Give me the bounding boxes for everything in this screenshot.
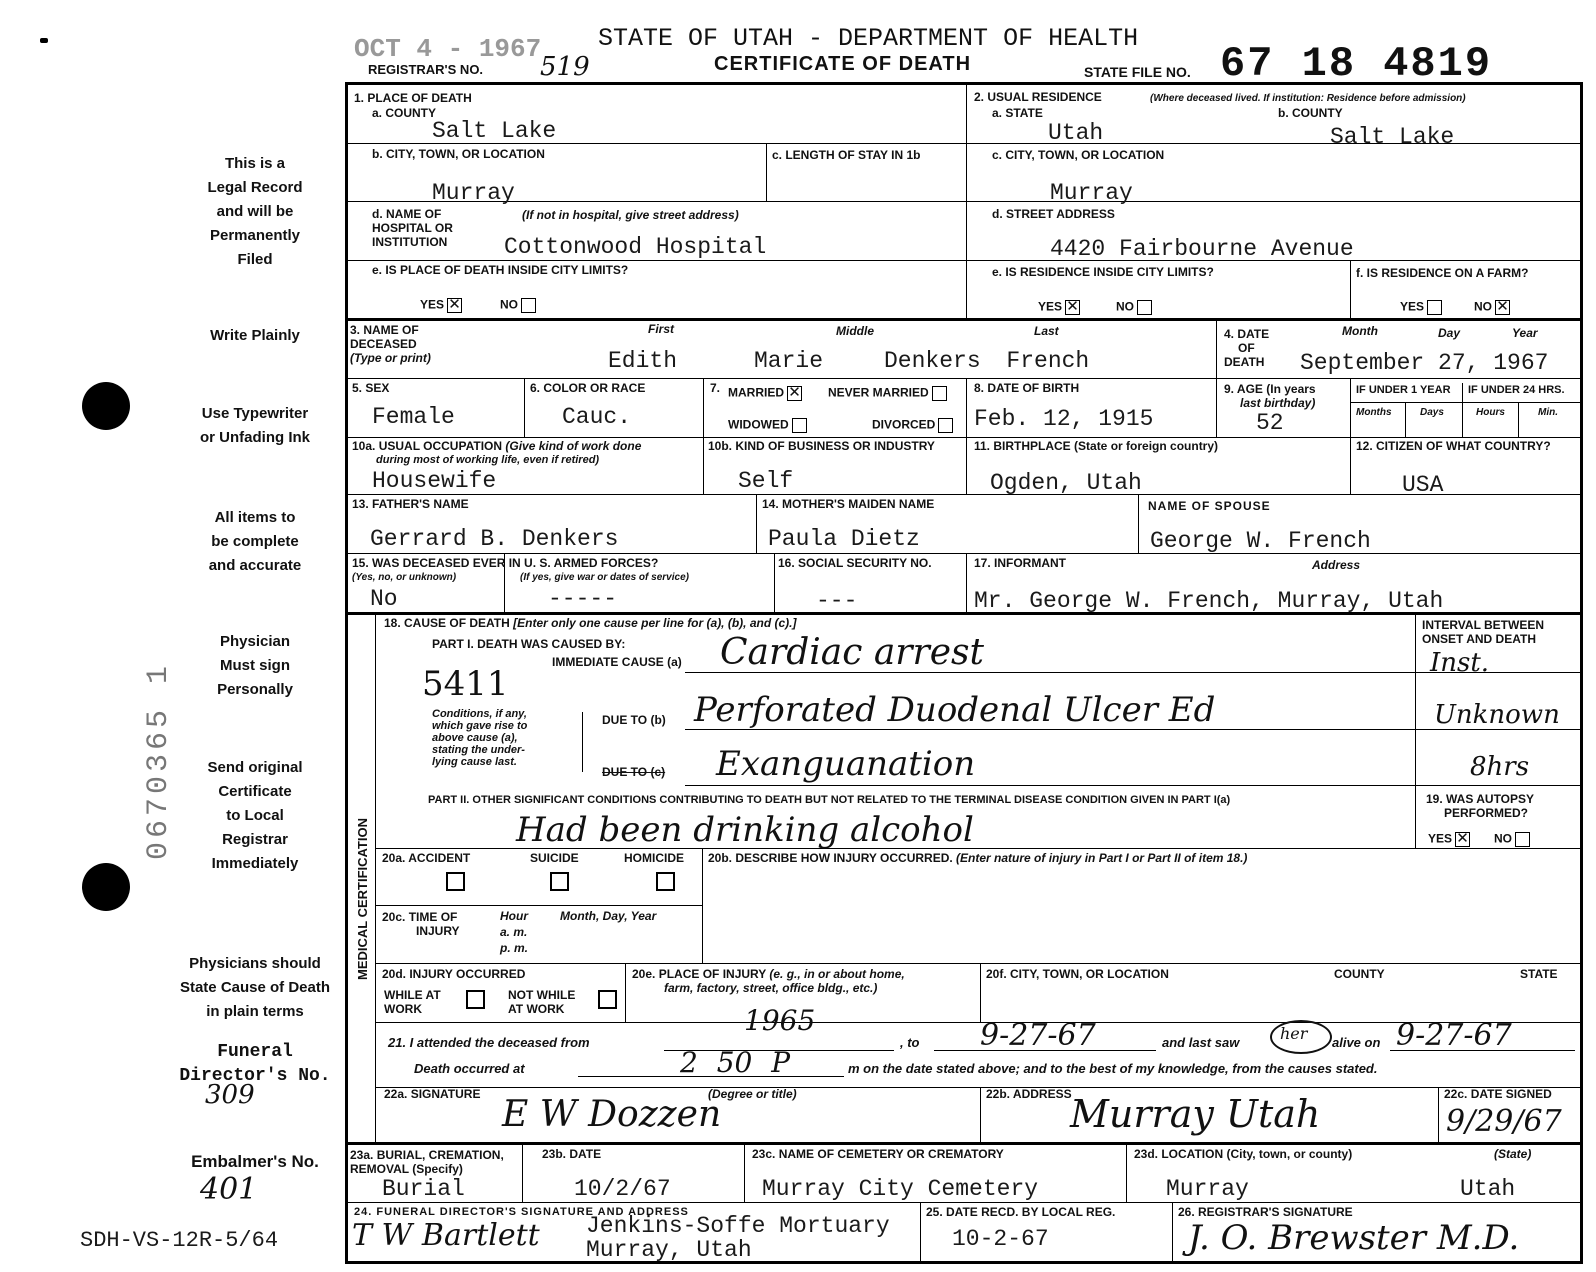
label-min: Min. bbox=[1538, 407, 1558, 418]
label-war-note: (If yes, give war or dates of service) bbox=[520, 572, 689, 583]
label-due-to-b: DUE TO (b) bbox=[602, 713, 666, 727]
value-cause-c: Exanguanation bbox=[716, 744, 976, 784]
label-months: Months bbox=[1356, 407, 1392, 418]
label-suicide: SUICIDE bbox=[530, 851, 579, 865]
state-file-label: STATE FILE NO. bbox=[1084, 64, 1191, 80]
punch-hole bbox=[82, 863, 130, 911]
value-res-city: Murray bbox=[1050, 180, 1133, 206]
never-married-checkbox[interactable]: NEVER MARRIED bbox=[828, 386, 947, 401]
value-occupation: Housewife bbox=[372, 468, 497, 494]
medical-certification-label: MEDICAL CERTIFICATION bbox=[355, 817, 370, 980]
label-farm: f. IS RESIDENCE ON A FARM? bbox=[1356, 266, 1529, 280]
farm-no[interactable]: NO ✕ bbox=[1474, 298, 1509, 315]
certificate-title: CERTIFICATE OF DEATH bbox=[714, 53, 972, 75]
label-citizen: 12. CITIZEN OF WHAT COUNTRY? bbox=[1356, 439, 1551, 453]
label-funeral-director: 24. FUNERAL DIRECTOR'S SIGNATURE AND ADDRESS bbox=[354, 1206, 689, 1218]
label-location: 23d. LOCATION (City, town, or county) bbox=[1134, 1147, 1353, 1161]
value-hospital: Cottonwood Hospital bbox=[504, 234, 767, 260]
value-location-state: Utah bbox=[1460, 1176, 1516, 1202]
value-informant: Mr. George W. French, Murray, Utah bbox=[974, 588, 1444, 614]
funeral-director-signature: T W Bartlett bbox=[352, 1218, 540, 1253]
label-due-to-c: DUE TO (c) bbox=[602, 765, 666, 779]
label-injury-city: 20f. CITY, TOWN, OR LOCATION bbox=[986, 967, 1169, 981]
value-citizen: USA bbox=[1402, 472, 1444, 498]
res-city-limits-no[interactable]: NO bbox=[1116, 300, 1152, 315]
label-location-state: (State) bbox=[1494, 1147, 1532, 1161]
value-location: Murray bbox=[1166, 1176, 1249, 1202]
label-res-city: c. CITY, TOWN, OR LOCATION bbox=[992, 148, 1165, 162]
label-hours: Hours bbox=[1476, 407, 1505, 418]
value-middle-name: Marie bbox=[754, 348, 824, 374]
registrar-no-label: REGISTRAR'S NO. bbox=[368, 62, 484, 77]
value-street: 4420 Fairbourne Avenue bbox=[1050, 236, 1354, 262]
label-spouse: NAME OF SPOUSE bbox=[1148, 499, 1271, 513]
funeral-director-label: Funeral Director's No. bbox=[179, 1042, 331, 1086]
value-date-signed: 9/29/67 bbox=[1446, 1104, 1562, 1139]
label-length-of-stay: c. LENGTH OF STAY IN 1b bbox=[772, 148, 921, 162]
value-her-him: her bbox=[1280, 1024, 1308, 1043]
label-city: b. CITY, TOWN, OR LOCATION bbox=[372, 147, 545, 161]
margin-mark bbox=[40, 38, 48, 43]
label-not-while-at-work: NOT WHILE AT WORK bbox=[508, 988, 576, 1016]
label-day: Day bbox=[1438, 326, 1461, 340]
value-father: Gerrard B. Denkers bbox=[370, 526, 619, 552]
physicians-should-note: Physicians should State Cause of Death in plain terms bbox=[179, 955, 331, 1020]
label-ssn: 16. SOCIAL SECURITY NO. bbox=[778, 556, 932, 570]
label-days: Days bbox=[1420, 407, 1444, 418]
label-attended-from: 21. I attended the deceased from bbox=[388, 1035, 590, 1050]
label-describe-injury: 20b. DESCRIBE HOW INJURY OCCURRED. (Enter nature of injury in Part I or Part II of item 18.) bbox=[708, 851, 1248, 865]
married-checkbox[interactable]: MARRIED ✕ bbox=[728, 384, 801, 401]
value-cemetery: Murray City Cemetery bbox=[762, 1176, 1039, 1202]
label-part2: PART II. OTHER SIGNIFICANT CONDITIONS CONTRIBUTING TO DEATH BUT NOT RELATED TO THE TERMINAL DISEASE CONDITION GIVEN IN PART I(a) bbox=[428, 794, 1231, 806]
value-cause-code: 5411 bbox=[422, 664, 509, 704]
label-autopsy: 19. WAS AUTOPSY PERFORMED? bbox=[1426, 792, 1535, 820]
place-city-limits-yes[interactable]: YES ✕ bbox=[420, 296, 461, 313]
value-spouse: George W. French bbox=[1150, 528, 1371, 554]
label-usual-residence: 2. USUAL RESIDENCE bbox=[974, 90, 1102, 104]
label-birthplace: 11. BIRTHPLACE (State or foreign country) bbox=[974, 439, 1219, 453]
label-hour: Hour bbox=[500, 909, 528, 923]
label-street: d. STREET ADDRESS bbox=[992, 207, 1115, 221]
label-race: 6. COLOR OR RACE bbox=[530, 381, 646, 395]
label-date-of-death: 4. DATE OF DEATH bbox=[1224, 327, 1270, 369]
label-place-of-injury: 20e. PLACE OF INJURY (e. g., in or about home, bbox=[632, 967, 905, 981]
label-homicide: HOMICIDE bbox=[624, 851, 684, 865]
label-business: 10b. KIND OF BUSINESS OR INDUSTRY bbox=[708, 439, 935, 453]
label-under-24-hrs: IF UNDER 24 HRS. bbox=[1468, 384, 1565, 396]
autopsy-yes[interactable]: YES ✕ bbox=[1428, 830, 1469, 847]
label-death-occurred: Death occurred at bbox=[414, 1061, 525, 1076]
write-plainly-note: Write Plainly bbox=[210, 327, 300, 344]
label-informant: 17. INFORMANT bbox=[974, 556, 1067, 570]
autopsy-no[interactable]: NO bbox=[1494, 832, 1530, 847]
label-m-on-date: m on the date stated above; and to the best of my knowledge, from the causes stated. bbox=[848, 1061, 1378, 1076]
page-title: STATE OF UTAH - DEPARTMENT OF HEALTH bbox=[598, 24, 1139, 53]
state-file-number: 67 18 4819 bbox=[1220, 40, 1493, 88]
registrar-no: 519 bbox=[540, 52, 590, 82]
label-last: Last bbox=[1034, 324, 1059, 338]
not-while-at-work-checkbox[interactable] bbox=[598, 990, 617, 1009]
value-interval-a: Inst. bbox=[1430, 648, 1490, 678]
value-mother: Paula Dietz bbox=[768, 526, 920, 552]
physician-sign-note: Physician Must sign Personally bbox=[217, 633, 293, 698]
label-date-signed: 22c. DATE SIGNED bbox=[1444, 1087, 1552, 1101]
value-sex: Female bbox=[372, 404, 455, 430]
value-age: 52 bbox=[1256, 410, 1284, 436]
value-birthplace: Ogden, Utah bbox=[990, 470, 1142, 496]
value-attended-to: 9-27-67 bbox=[980, 1018, 1096, 1053]
label-degree: (Degree or title) bbox=[708, 1087, 797, 1101]
registrar-signature: J. O. Brewster M.D. bbox=[1188, 1218, 1520, 1258]
suicide-checkbox[interactable] bbox=[550, 872, 569, 891]
label-first: First bbox=[648, 322, 675, 336]
label-interval: INTERVAL BETWEEN ONSET AND DEATH bbox=[1422, 618, 1545, 646]
label-hospital: d. NAME OF HOSPITAL OR INSTITUTION bbox=[372, 207, 453, 249]
value-res-county: Salt Lake bbox=[1330, 124, 1455, 150]
value-race: Cauc. bbox=[562, 404, 632, 430]
value-attended-from: 1965 bbox=[744, 1004, 816, 1037]
value-date-received: 10-2-67 bbox=[952, 1226, 1049, 1252]
label-res-county: b. COUNTY bbox=[1278, 106, 1343, 120]
divorced-checkbox[interactable]: DIVORCED bbox=[872, 418, 953, 433]
label-armed-forces: 15. WAS DECEASED EVER IN U. S. ARMED FORCES? bbox=[352, 556, 659, 570]
label-conditions: Conditions, if any, which gave rise to above cause (a), stating the under- lying cause last. bbox=[432, 708, 528, 768]
value-first-name: Edith bbox=[608, 348, 678, 374]
embalmer-no: 401 bbox=[200, 1172, 258, 1207]
label-burial-date: 23b. DATE bbox=[542, 1147, 602, 1161]
value-part2: Had been drinking alcohol bbox=[516, 810, 974, 850]
label-place-of-injury-note: farm, factory, street, office bldg., etc.) bbox=[664, 981, 878, 995]
label-injury-occurred: 20d. INJURY OCCURRED bbox=[382, 967, 526, 981]
label-mother: 14. MOTHER'S MAIDEN NAME bbox=[762, 497, 935, 511]
label-hospital-note: (If not in hospital, give street address) bbox=[522, 208, 739, 222]
value-res-state: Utah bbox=[1048, 120, 1104, 146]
label-dob: 8. DATE OF BIRTH bbox=[974, 381, 1080, 395]
value-burial-date: 10/2/67 bbox=[574, 1176, 671, 1202]
label-under-1-year: IF UNDER 1 YEAR bbox=[1356, 384, 1451, 396]
complete-note: All items to be complete and accurate bbox=[208, 509, 302, 574]
label-alive-on: alive on bbox=[1332, 1035, 1381, 1050]
label-father: 13. FATHER'S NAME bbox=[352, 497, 469, 511]
label-occupation: 10a. USUAL OCCUPATION (Give kind of work done bbox=[352, 439, 642, 453]
value-death-time: 2 50 P bbox=[680, 1046, 791, 1079]
label-while-at-work: WHILE AT WORK bbox=[384, 988, 441, 1016]
punch-hole bbox=[82, 382, 130, 430]
value-cause-a: Cardiac arrest bbox=[720, 632, 984, 673]
value-interval-c: 8hrs bbox=[1470, 752, 1530, 782]
label-residence-note: (Where deceased lived. If institution: Residence before admission) bbox=[1150, 93, 1466, 104]
value-dob: Feb. 12, 1915 bbox=[974, 406, 1154, 432]
send-original-note: Send original Certificate to Local Registrar Immediately bbox=[207, 759, 303, 872]
value-ssn: --- bbox=[816, 588, 858, 614]
label-part1: PART I. DEATH WAS CAUSED BY: bbox=[432, 637, 626, 651]
res-city-limits-yes[interactable]: YES ✕ bbox=[1038, 298, 1079, 315]
label-date-received: 25. DATE RECD. BY LOCAL REG. bbox=[926, 1205, 1116, 1219]
received-stamp: OCT 4 - 1967 bbox=[354, 34, 542, 64]
label-am: a. m. bbox=[500, 925, 528, 939]
physician-signature: E W Dozzen bbox=[502, 1094, 722, 1135]
label-pm: p. m. bbox=[500, 941, 529, 955]
label-injury-county: COUNTY bbox=[1334, 967, 1385, 981]
place-city-limits-no[interactable]: NO bbox=[500, 298, 536, 313]
value-cause-b: Perforated Duodenal Ulcer Ed bbox=[694, 690, 1216, 730]
label-physician-address: 22b. ADDRESS bbox=[986, 1087, 1072, 1101]
value-mortuary: Jenkins-Soffe Mortuary Murray, Utah bbox=[586, 1213, 890, 1263]
label-to: , to bbox=[900, 1035, 920, 1050]
label-middle: Middle bbox=[836, 324, 874, 338]
accident-checkbox[interactable] bbox=[446, 872, 465, 891]
value-armed-forces: No bbox=[370, 586, 398, 612]
embalmer-label: Embalmer's No. bbox=[191, 1152, 319, 1171]
label-month: Month bbox=[1342, 324, 1378, 338]
value-interval-b: Unknown bbox=[1434, 700, 1560, 730]
label-last-saw: and last saw bbox=[1162, 1035, 1240, 1050]
label-registrar-signature: 26. REGISTRAR'S SIGNATURE bbox=[1178, 1205, 1353, 1219]
label-place-of-death: 1. PLACE OF DEATH bbox=[354, 91, 472, 105]
label-age: 9. AGE (In years last birthday) bbox=[1224, 382, 1316, 410]
label-armed-note: (Yes, no, or unknown) bbox=[352, 572, 457, 583]
legal-record-note: This is a Legal Record and will be Permanently Filed bbox=[207, 155, 303, 268]
label-cause-of-death: 18. CAUSE OF DEATH [Enter only one cause per line for (a), (b), and (c).] bbox=[384, 616, 797, 630]
homicide-checkbox[interactable] bbox=[656, 872, 675, 891]
label-year: Year bbox=[1512, 326, 1538, 340]
widowed-checkbox[interactable]: WIDOWED bbox=[728, 418, 807, 433]
label-sex: 5. SEX bbox=[352, 381, 390, 395]
label-time-of-injury: 20c. TIME OF INJURY bbox=[382, 910, 460, 938]
value-business: Self bbox=[738, 468, 794, 494]
value-alive-on: 9-27-67 bbox=[1396, 1018, 1512, 1053]
label-name-deceased: 3. NAME OF DECEASED (Type or print) bbox=[350, 323, 431, 365]
value-last-name: Denkers French bbox=[884, 348, 1090, 374]
label-month-day-year: Month, Day, Year bbox=[560, 909, 657, 923]
label-accident: 20a. ACCIDENT bbox=[382, 851, 471, 865]
label-signature: 22a. SIGNATURE bbox=[384, 1087, 481, 1101]
farm-yes[interactable]: YES bbox=[1400, 300, 1442, 315]
label-burial: 23a. BURIAL, CREMATION, REMOVAL (Specify) bbox=[350, 1148, 504, 1176]
label-marital: 7. bbox=[710, 381, 721, 395]
form-code: SDH-VS-12R-5/64 bbox=[80, 1228, 279, 1253]
vertical-serial-number: 0670365 1 bbox=[142, 661, 176, 860]
label-injury-state: STATE bbox=[1520, 967, 1558, 981]
while-at-work-checkbox[interactable] bbox=[466, 990, 485, 1009]
label-immediate-cause: IMMEDIATE CAUSE (a) bbox=[552, 655, 682, 669]
value-death-date: September 27, 1967 bbox=[1300, 350, 1549, 376]
value-war: ----- bbox=[548, 586, 618, 612]
value-physician-address: Murray Utah bbox=[1070, 1092, 1321, 1136]
funeral-director-no: 309 bbox=[205, 1080, 255, 1110]
label-occupation-note: during most of working life, even if retired) bbox=[376, 454, 600, 466]
label-county: a. COUNTY bbox=[372, 106, 437, 120]
value-city: Murray bbox=[432, 180, 515, 206]
label-state: a. STATE bbox=[992, 106, 1043, 120]
typewriter-note: Use Typewriter or Unfading Ink bbox=[200, 405, 310, 446]
label-inside-city-limits: e. IS PLACE OF DEATH INSIDE CITY LIMITS? bbox=[372, 263, 629, 277]
label-cemetery: 23c. NAME OF CEMETERY OR CREMATORY bbox=[752, 1147, 1004, 1161]
label-res-city-limits: e. IS RESIDENCE INSIDE CITY LIMITS? bbox=[992, 265, 1214, 279]
value-burial: Burial bbox=[382, 1176, 465, 1202]
label-informant-address: Address bbox=[1312, 558, 1361, 572]
value-county: Salt Lake bbox=[432, 118, 557, 144]
